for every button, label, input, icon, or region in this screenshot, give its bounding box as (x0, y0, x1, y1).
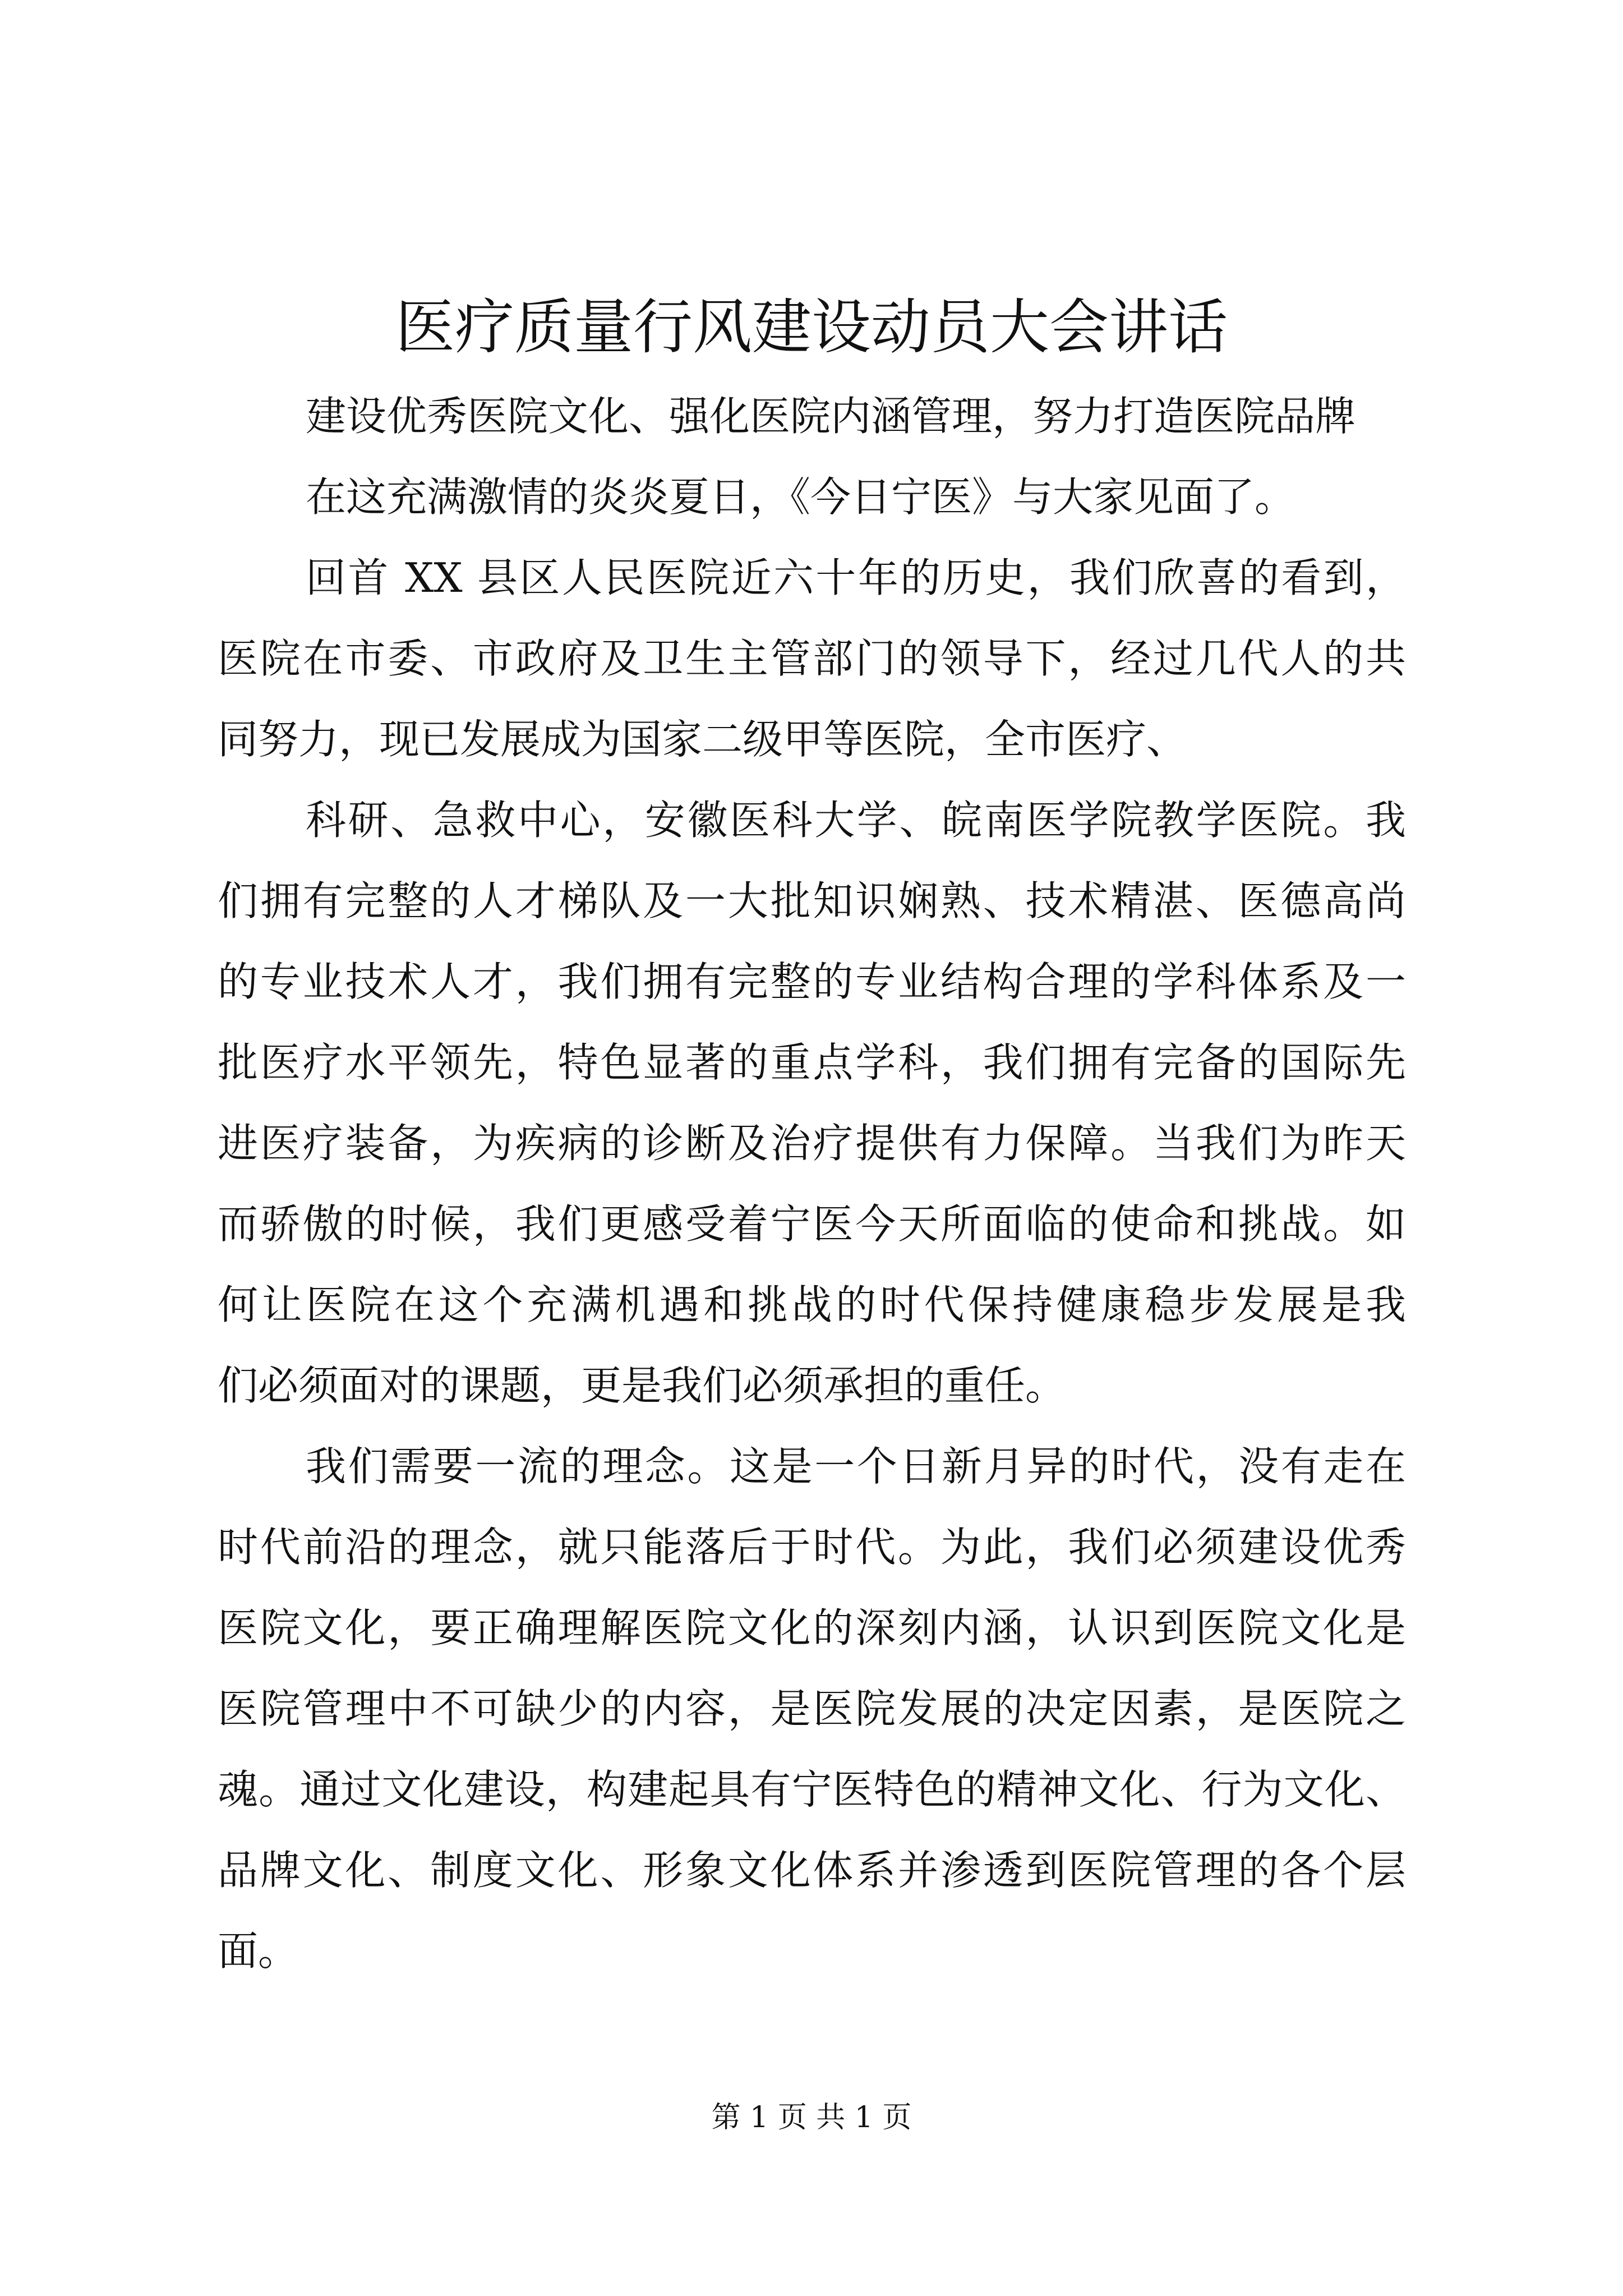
paragraph-line: 而骄傲的时候，我们更感受着宁医今天所面临的使命和挑战。如 (218, 1200, 1406, 1248)
document-title: 医疗质量行风建设动员大会讲话 (395, 293, 1228, 362)
paragraph (218, 457, 1406, 537)
paragraph-line: 我们需要一流的理念。这是一个日新月异的时代，没有走在 (306, 1443, 1406, 1490)
paragraph-line: 医院文化，要正确理解医院文化的深刻内涵，认识到医院文化是 (218, 1604, 1406, 1651)
paragraph (218, 537, 1406, 780)
document-body (218, 376, 1406, 1991)
paragraph-line: 同努力，现已发展成为国家二级甲等医院，全市医疗、 (218, 716, 1187, 763)
paragraph-line: 魂。通过文化建设，构建起具有宁医特色的精神文化、行为文化、 (218, 1766, 1406, 1813)
paragraph-line: 何让医院在这个充满机遇和挑战的时代保持健康稳步发展是我 (218, 1281, 1406, 1328)
paragraph-line: 建设优秀医院文化、强化医院内涵管理，努力打造医院品牌 (306, 393, 1356, 440)
paragraph-line: 医院管理中不可缺少的内容，是医院发展的决定因素，是医院之 (218, 1685, 1406, 1732)
paragraph-line: 进医疗装备，为疾病的诊断及治疗提供有力保障。当我们为昨天 (218, 1120, 1406, 1167)
paragraph-line: 在这充满激情的炎炎夏日，《今日宁医》与大家见面了。 (306, 473, 1295, 521)
paragraph (218, 780, 1406, 1426)
paragraph-line: 们必须面对的课题，更是我们必须承担的重任。 (218, 1362, 1066, 1409)
paragraph-line: 面。 (218, 1927, 299, 1975)
paragraph-line: 品牌文化、制度文化、形象文化体系并渗透到医院管理的各个层 (218, 1847, 1406, 1894)
paragraph-line: 的专业技术人才，我们拥有完整的专业结构合理的学科体系及一 (218, 958, 1406, 1005)
paragraph (218, 1426, 1406, 1991)
paragraph-line: 时代前沿的理念，就只能落后于时代。为此，我们必须建设优秀 (218, 1524, 1406, 1571)
page-footer: 第 1 页 共 1 页 (711, 2101, 912, 2134)
paragraph-line: 回首 XX 县区人民医院近六十年的历史，我们欣喜的看到， (306, 554, 1406, 601)
paragraph-line: 批医疗水平领先，特色显著的重点学科，我们拥有完备的国际先 (218, 1039, 1406, 1086)
paragraph-line: 医院在市委、市政府及卫生主管部门的领导下，经过几代人的共 (218, 635, 1406, 682)
paragraph (218, 376, 1406, 457)
paragraph-line: 们拥有完整的人才梯队及一大批知识娴熟、技术精湛、医德高尚 (218, 877, 1406, 924)
paragraph-line: 科研、急救中心，安徽医科大学、皖南医学院教学医院。我 (306, 797, 1406, 844)
